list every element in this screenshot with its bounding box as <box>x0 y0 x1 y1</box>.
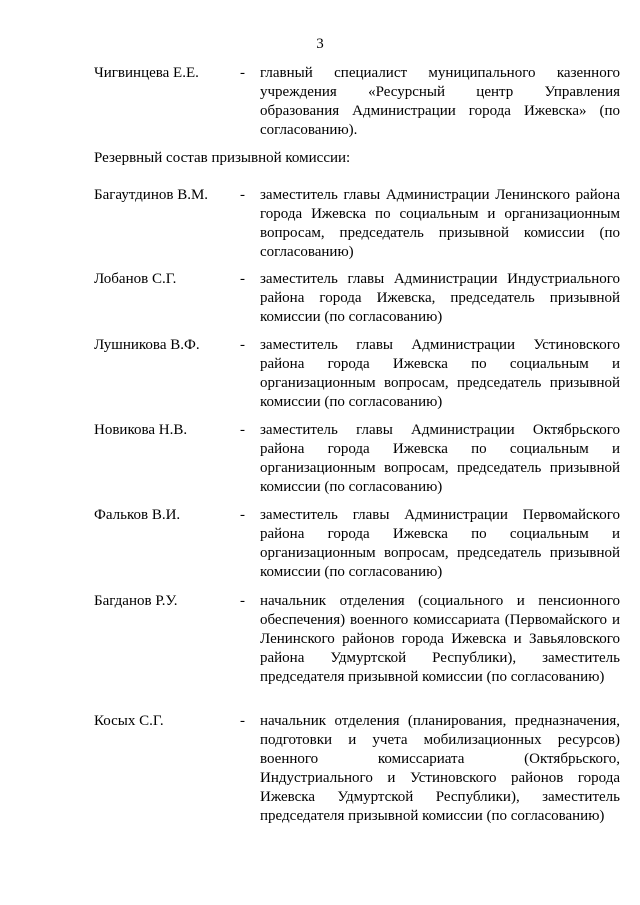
dash-separator: - <box>240 593 245 609</box>
member-name: Чигвинцева Е.Е. <box>94 65 199 81</box>
member-description: заместитель главы Администрации Индустриального района города Ижевска, председатель призывной комиссии (по согласованию) <box>260 271 620 325</box>
reserve-heading: Резервный состав призывной комиссии: <box>94 150 351 166</box>
member-description: начальник отделения (социального и пенсионного обеспечения) военного комиссариата (Первомайского и Ленинского районов города Ижевска и Завьяловского района Удмуртской Республики), заместитель председателя призывной комиссии (по согласованию) <box>260 593 620 685</box>
dash-separator: - <box>240 507 245 523</box>
dash-separator: - <box>240 187 245 203</box>
page-number: 3 <box>316 36 324 52</box>
dash-separator: - <box>240 271 245 287</box>
member-description: заместитель главы Администрации Устиновского района города Ижевска по социальным и организационным вопросам, председатель призывной комиссии (по согласованию) <box>260 337 620 410</box>
member-description: заместитель главы Администрации Октябрьского района города Ижевска по социальным и организационным вопросам, председатель призывной комиссии (по согласованию) <box>260 422 620 495</box>
dash-separator: - <box>240 65 245 81</box>
member-name: Фальков В.И. <box>94 507 181 523</box>
member-name: Лушникова В.Ф. <box>94 337 200 353</box>
dash-separator: - <box>240 422 245 438</box>
member-description: главный специалист муниципального казенного учреждения «Ресурсный центр Управления образования Администрации города Ижевска» (по согласованию). <box>260 65 620 138</box>
member-name: Лобанов С.Г. <box>94 271 177 287</box>
dash-separator: - <box>240 713 245 729</box>
member-description: заместитель главы Администрации Ленинского района города Ижевска по социальным и организационным вопросам, председатель призывной комиссии (по согласованию) <box>260 187 620 260</box>
member-name: Багаутдинов В.М. <box>94 187 209 203</box>
dash-separator: - <box>240 337 245 353</box>
member-name: Косых С.Г. <box>94 713 164 729</box>
member-description: начальник отделения (планирования, предназначения, подготовки и учета мобилизационных ресурсов) военного комиссариата (Октябрьского, Индустриального и Устиновского районов города Ижевска Удмуртской Республики), заместитель председателя призывной комиссии (по согласованию) <box>260 713 620 824</box>
member-name: Новикова Н.В. <box>94 422 188 438</box>
member-name: Багданов Р.У. <box>94 593 178 609</box>
member-description: заместитель главы Администрации Первомайского района города Ижевска по социальным и организационным вопросам, председатель призывной комиссии (по согласованию) <box>260 507 620 580</box>
